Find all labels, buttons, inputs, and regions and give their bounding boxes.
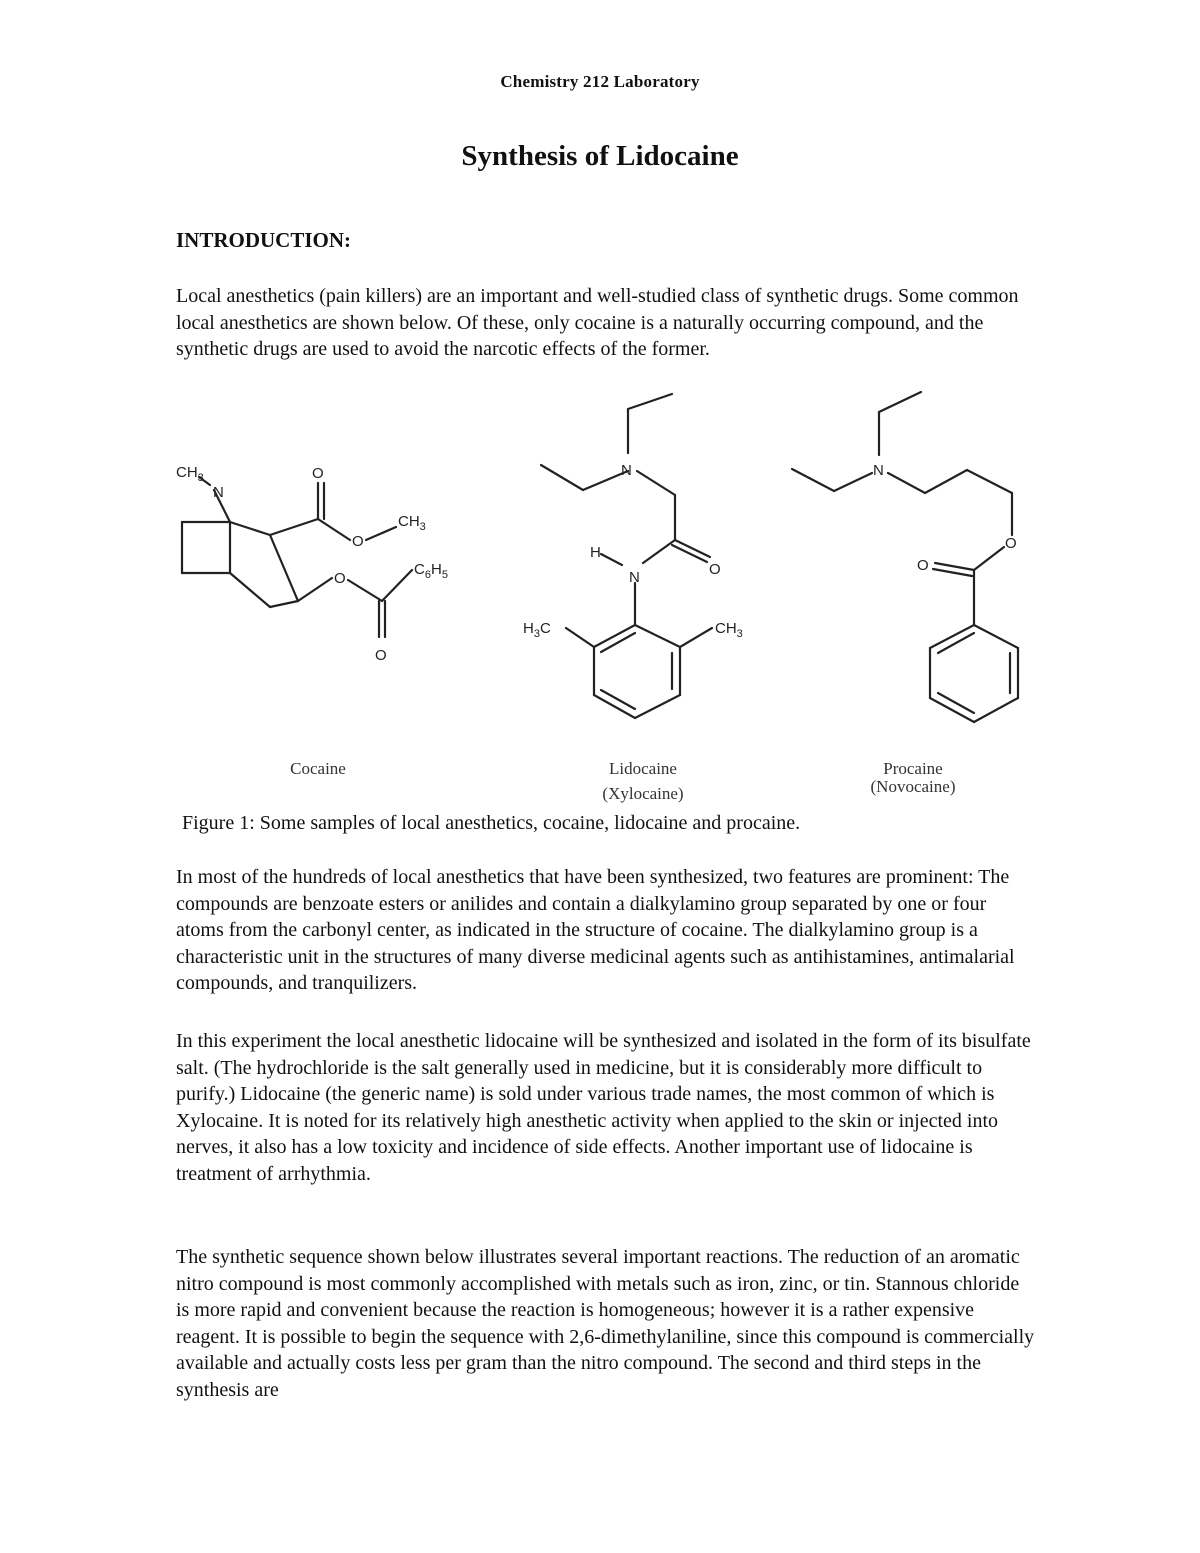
intro-paragraph-4: The synthetic sequence shown below illustrates several important reactions. The reduction of an aromatic nitro compound is most commonly accomplished with metals such as iron, zinc, or tin. Stannous chloride is more rapid and convenient because the reaction is homogeneous; however it is a rather expensive reagent. It is possible to begin the sequence with 2,6-dimethylaniline, since this compound is commercially available and actually costs less per gram than the nitro compound. The second and third steps in the synthesis are [176, 1246, 1035, 1401]
lidocaine-name: Lidocaine [609, 759, 677, 778]
lidocaine-amine-n-label: N [621, 462, 632, 479]
lidocaine-ch3-label: $CH_3$ [715, 620, 743, 640]
cocaine-name: Cocaine [290, 759, 346, 778]
anesthetics-figure [0, 385, 1200, 815]
cocaine-ester-o-label: O [352, 533, 364, 550]
intro-paragraph-2: In most of the hundreds of local anesthetics that have been synthesized, two features are prominent: The compounds are benzoate esters or anilides and contain a dialkylamino group separated by one or four atoms from the carbonyl center, as indicated in the structure of cocaine. The dialkylamino group is a characteristic unit in the structures of many diverse medicinal agents such as antihistamines, antimalarial compounds, and tranquilizers. [176, 866, 1015, 994]
section-heading: INTRODUCTION: [176, 228, 352, 252]
cocaine-c6h5-label: $C_6H_5$ [414, 561, 448, 581]
procaine-o-label: O [917, 557, 929, 574]
procaine-n-label: N [873, 462, 884, 479]
lidocaine-h3c-label: $H_3C$ [523, 620, 551, 640]
lidocaine-o-label: O [709, 561, 721, 578]
procaine-name: Procaine [883, 759, 943, 778]
cocaine-o2-label: O [334, 570, 346, 587]
lidocaine-amide-n-label: N [629, 569, 640, 586]
lidocaine-structure [523, 394, 743, 718]
procaine-structure [792, 392, 1018, 722]
procaine-trade-name: (Novocaine) [870, 777, 956, 796]
cocaine-o3-label: O [375, 647, 387, 664]
cocaine-ch3-label: $CH_3$ [176, 464, 204, 484]
structures-diagram [0, 385, 1200, 815]
procaine-ester-o-label: O [1005, 535, 1017, 552]
intro-paragraph-1: Local anesthetics (pain killers) are an important and well-studied class of synthetic drugs. Some common local anesthetics are shown below. Of these, only cocaine is a naturally occurring compound, and the synthetic drugs are used to avoid the narcotic effects of the former. [176, 285, 1019, 360]
document-title: Synthesis of Lidocaine [461, 140, 739, 172]
course-header: Chemistry 212 Laboratory [500, 72, 700, 91]
cocaine-structure [176, 464, 448, 664]
intro-paragraph-3: In this experiment the local anesthetic lidocaine will be synthesized and isolated in the form of its bisulfate salt. (The hydrochloride is the salt generally used in medicine, but it is considerably more difficult to purify.) Lidocaine (the generic name) is sold under various trade names, the most common of which is Xylocaine. It is noted for its relatively high anesthetic activity when applied to the skin or injected into nerves, it also has a low toxicity and incidence of side effects. Another important use of lidocaine is treatment of arrhythmia. [176, 1030, 1031, 1185]
cocaine-methyl-label: $CH_3$ [398, 513, 426, 533]
lidocaine-trade-name: (Xylocaine) [602, 784, 684, 803]
lidocaine-h-label: H [590, 544, 601, 561]
cocaine-o-label: O [312, 465, 324, 482]
figure-caption: Figure 1: Some samples of local anesthetics, cocaine, lidocaine and procaine. [182, 812, 801, 834]
cocaine-n-label: N [213, 484, 224, 501]
